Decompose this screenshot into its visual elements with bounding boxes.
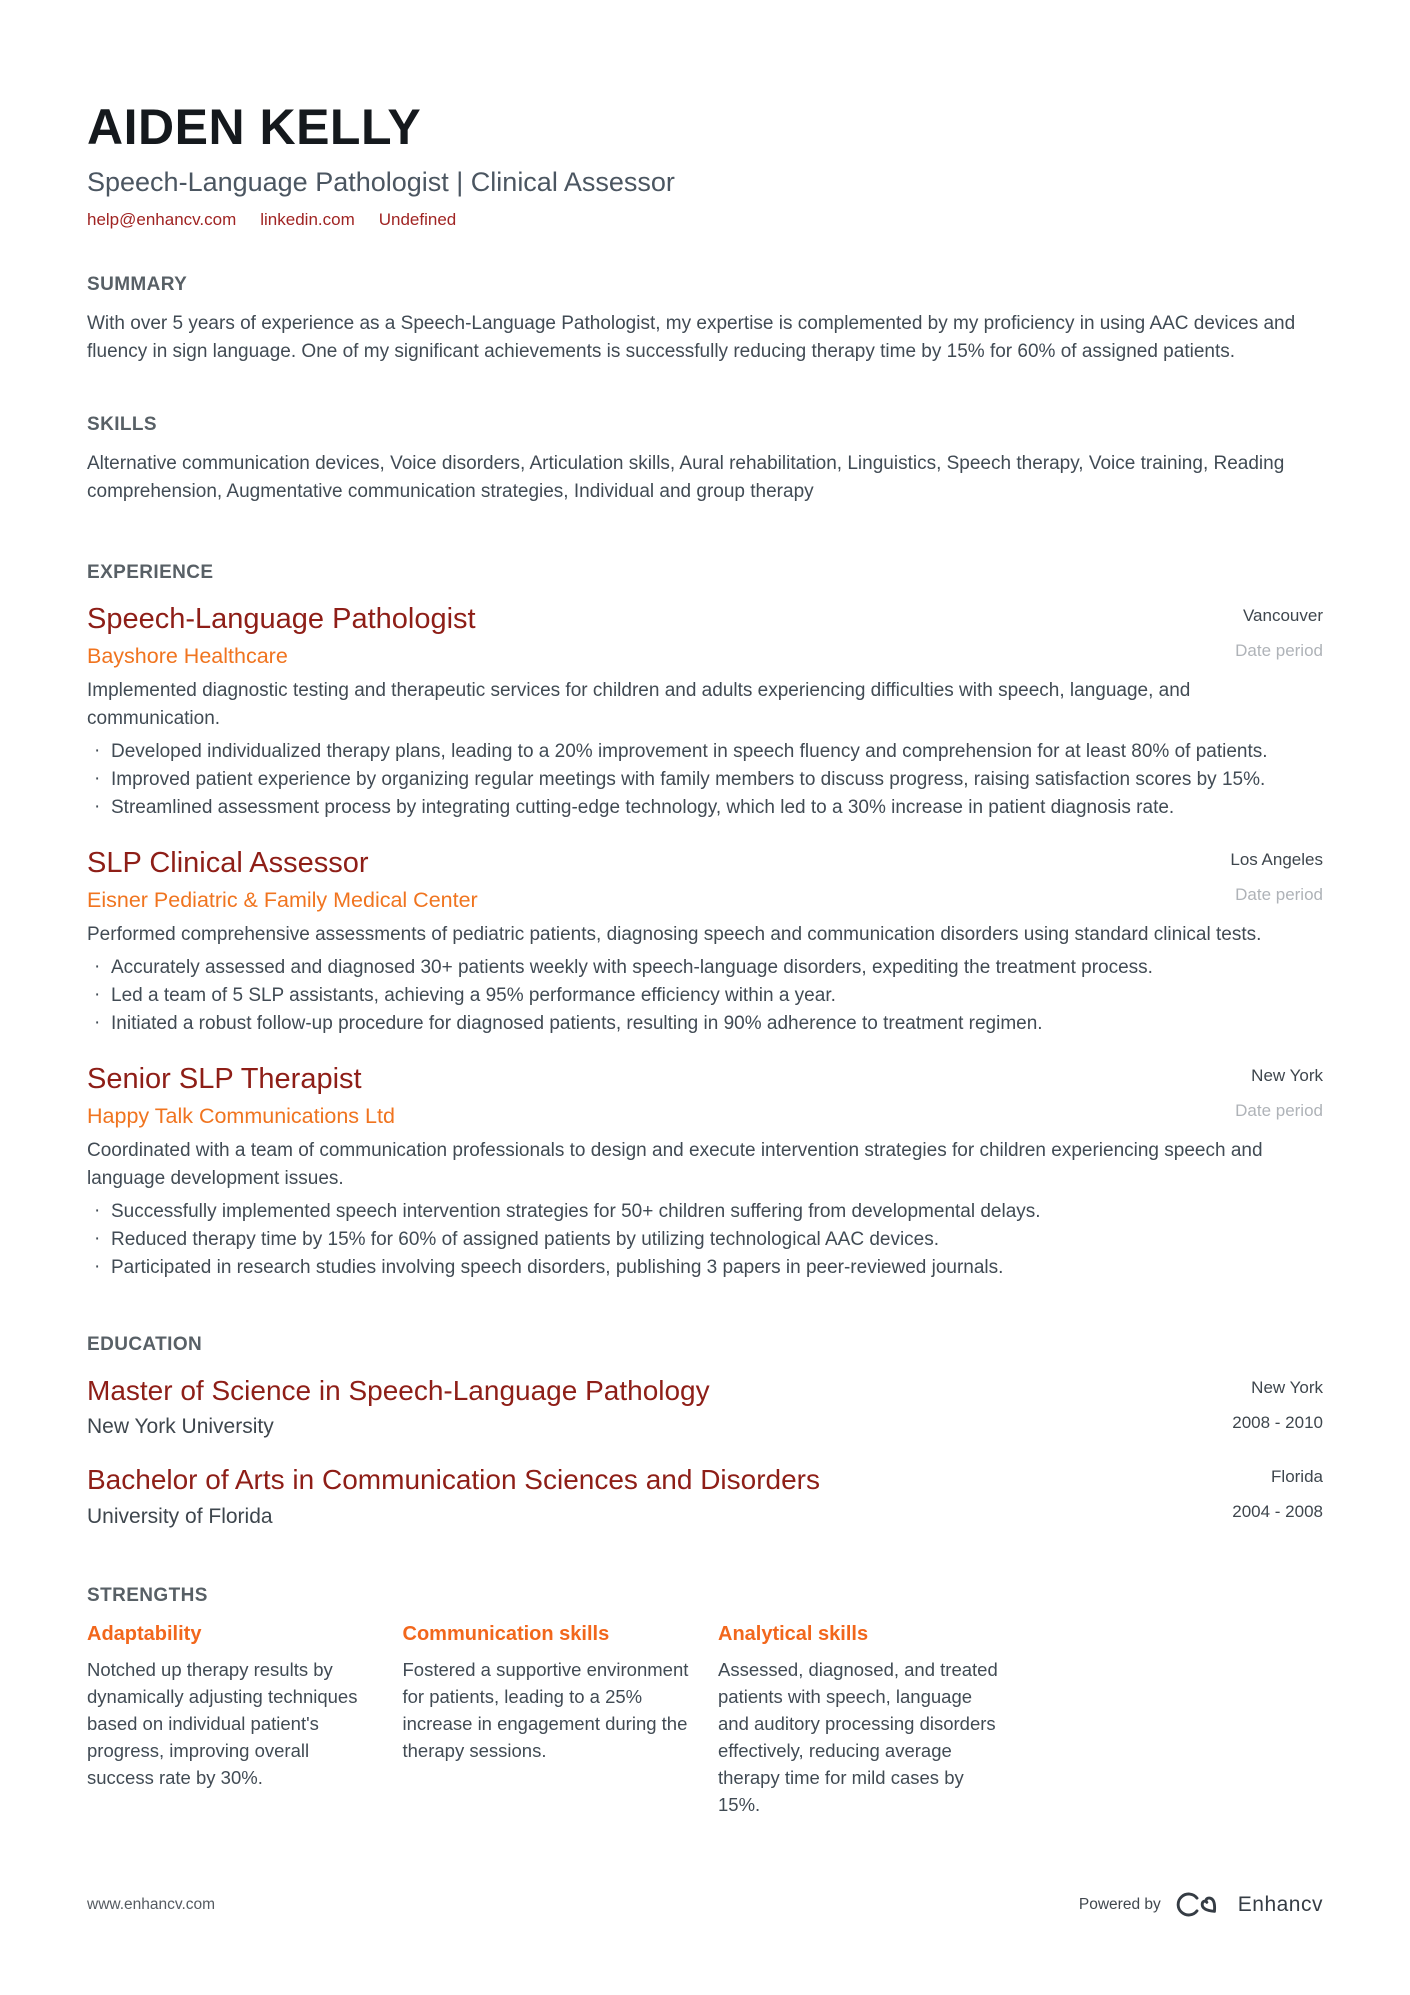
job-title: SLP Clinical Assessor: [87, 847, 369, 880]
strength-text: Fostered a supportive environment for patients, leading to a 25% increase in engagement during the therapy sessions.: [402, 1658, 689, 1761]
footer-site-link[interactable]: www.enhancv.com: [87, 1895, 216, 1913]
job-company: Eisner Pediatric & Family Medical Center: [87, 887, 478, 912]
strengths-heading: STRENGTHS: [87, 1584, 208, 1606]
experience-entry-head: [87, 602, 1323, 669]
job-meta: [1235, 602, 1323, 661]
education-entry: [87, 1463, 1323, 1529]
job-title: Senior SLP Therapist: [87, 1062, 362, 1095]
job-description: Implemented diagnostic testing and therapeutic services for children and adults experiencing difficulties with speech, language, and communication.: [87, 680, 1191, 730]
summary-heading: SUMMARY: [87, 274, 188, 296]
contact-extra-link[interactable]: Undefined: [378, 210, 457, 230]
bullet-item: · Reduced therapy time by 15% for 60% of assigned patients by utilizing technological AAC devices.: [87, 1226, 1323, 1254]
experience-entry: [87, 602, 1323, 822]
strength-text: Assessed, diagnosed, and treated patients with speech, language and auditory processing disorders effectively, reducing average therapy time for mild cases by 15%.: [718, 1658, 998, 1815]
enhancv-brand-link[interactable]: [1175, 1890, 1323, 1919]
degree-school: New York University: [87, 1415, 274, 1439]
strength-title: Adaptability: [87, 1622, 202, 1645]
resume-header: [87, 100, 1323, 230]
bullet-item: · Developed individualized therapy plans, leading to a 20% improvement in speech fluency and comprehension for at least 80% of patients.: [87, 738, 1323, 766]
job-description: Performed comprehensive assessments of pediatric patients, diagnosing speech and communication disorders using standard clinical tests.: [87, 923, 1262, 945]
job-bullet-list: [87, 1198, 1323, 1282]
experience-entry-head: [87, 846, 1323, 913]
bullet-item: · Successfully implemented speech intervention strategies for 50+ children suffering from developmental delays.: [87, 1198, 1323, 1226]
section-experience: [87, 562, 1323, 1281]
section-summary: [87, 274, 1323, 366]
education-heading: EDUCATION: [87, 1333, 203, 1355]
bullet-item: · Streamlined assessment process by integrating cutting-edge technology, which led to a 30% increase in patient diagnosis rate.: [87, 794, 1323, 822]
contact-linkedin-link[interactable]: linkedin.com: [260, 210, 355, 230]
job-meta: [1235, 1062, 1323, 1121]
job-bullet-list: [87, 738, 1323, 822]
job-description: Coordinated with a team of communication professionals to design and execute intervention strategies for children experiencing speech and language development issues.: [87, 1139, 1263, 1189]
degree-meta: [1232, 1374, 1323, 1433]
experience-heading: EXPERIENCE: [87, 562, 214, 584]
section-education: [87, 1334, 1323, 1529]
degree-title: Bachelor of Arts in Communication Sciences and Disorders: [87, 1464, 821, 1496]
degree-meta: [1232, 1463, 1323, 1522]
strength-title: Analytical skills: [718, 1622, 869, 1645]
strength-title: Communication skills: [402, 1622, 610, 1645]
section-strengths: [87, 1585, 1323, 1818]
job-title: Speech-Language Pathologist: [87, 603, 476, 636]
degree-location: Florida: [1271, 1467, 1323, 1487]
strength-item: [718, 1623, 1008, 1818]
job-period: Date period: [1235, 885, 1323, 905]
bullet-item: · Improved patient experience by organizing regular meetings with family members to discuss progress, raising satisfaction scores by 15%.: [87, 766, 1323, 794]
degree-period: 2004 - 2008: [1232, 1502, 1323, 1522]
education-entry: [87, 1374, 1323, 1440]
experience-entry: [87, 846, 1323, 1038]
job-location: Los Angeles: [1230, 850, 1323, 870]
page-footer: [87, 1890, 1323, 1919]
bullet-item: · Accurately assessed and diagnosed 30+ patients weekly with speech-language disorders, expediting the treatment process.: [87, 954, 1323, 982]
candidate-name: AIDEN KELLY: [87, 99, 422, 155]
candidate-headline: Speech-Language Pathologist | Clinical Assessor: [87, 167, 675, 197]
skills-heading: SKILLS: [87, 414, 157, 436]
brand-name: Enhancv: [1237, 1892, 1323, 1916]
job-meta: [1230, 846, 1323, 905]
footer-brand: [1079, 1890, 1323, 1919]
strength-item: [403, 1623, 693, 1818]
summary-text: With over 5 years of experience as a Speech-Language Pathologist, my expertise is complemented by my proficiency in using AAC devices and fluency in sign language. One of my significant achievements is successfully reducing therapy time by 15% for 60% of assigned patients.: [87, 313, 1296, 363]
enhancv-infinity-logo-icon: [1175, 1890, 1229, 1919]
degree-title: Master of Science in Speech-Language Pathology: [87, 1374, 710, 1406]
powered-by-label: Powered by: [1078, 1895, 1161, 1913]
job-company: Happy Talk Communications Ltd: [87, 1103, 395, 1128]
job-bullet-list: [87, 954, 1323, 1038]
bullet-item: · Led a team of 5 SLP assistants, achieving a 95% performance efficiency within a year.: [87, 982, 1323, 1010]
bullet-item: · Initiated a robust follow-up procedure for diagnosed patients, resulting in 90% adherence to treatment regimen.: [87, 1010, 1323, 1038]
job-period: Date period: [1235, 1100, 1323, 1120]
job-location: New York: [1251, 1065, 1323, 1085]
experience-entry-head: [87, 1062, 1323, 1129]
job-period: Date period: [1235, 641, 1323, 661]
degree-period: 2008 - 2010: [1232, 1412, 1323, 1432]
contact-row: [87, 210, 1323, 230]
job-location: Vancouver: [1242, 606, 1323, 626]
bullet-item: · Participated in research studies involving speech disorders, publishing 3 papers in peer-reviewed journals.: [87, 1254, 1323, 1282]
strength-text: Notched up therapy results by dynamically adjusting techniques based on individual patient's progress, improving overall success rate by 30%.: [87, 1658, 358, 1788]
contact-email-link[interactable]: help@enhancv.com: [87, 210, 237, 230]
section-skills: [87, 414, 1323, 506]
degree-location: New York: [1251, 1377, 1323, 1397]
degree-school: University of Florida: [87, 1504, 273, 1528]
strength-item: [87, 1623, 377, 1818]
experience-entry: [87, 1062, 1323, 1282]
job-company: Bayshore Healthcare: [87, 644, 288, 669]
strengths-grid: [87, 1623, 1323, 1818]
skills-text: Alternative communication devices, Voice disorders, Articulation skills, Aural rehabilitation, Linguistics, Speech therapy, Voice training, Reading comprehension, Augmentative communication strategies, Individual and group therapy: [87, 453, 1285, 503]
